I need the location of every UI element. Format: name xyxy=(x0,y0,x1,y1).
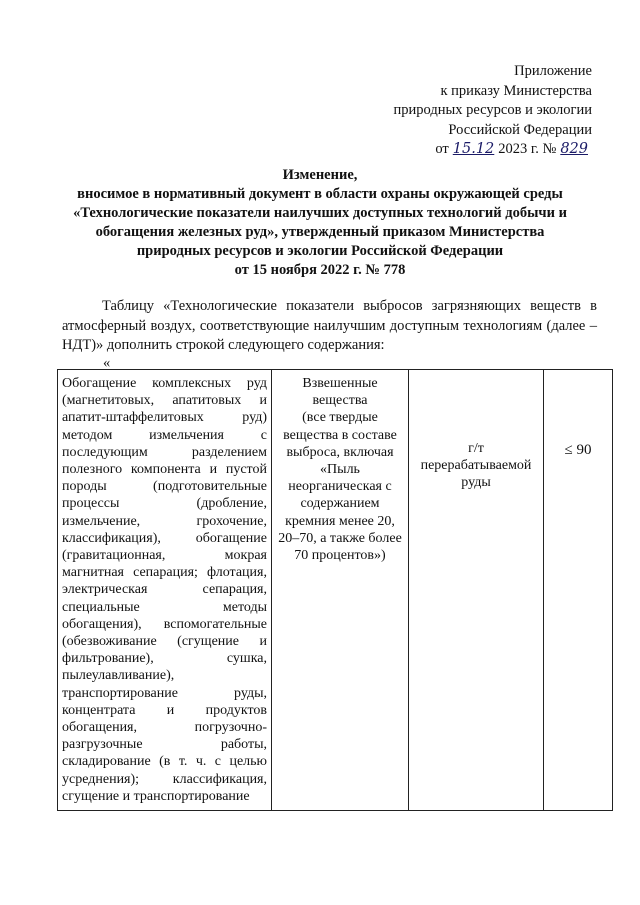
title-line: «Технологические показатели наилучших доступных технологий добычи и xyxy=(73,205,567,221)
title-line: вносимое в нормативный документ в области охраны окружающей среды xyxy=(77,186,563,202)
substance-name: Взвешенные вещества xyxy=(302,376,378,409)
handwritten-date: 15.12 xyxy=(452,141,495,157)
value-cell: ≤ 90 xyxy=(544,370,613,811)
handwritten-number: 829 xyxy=(560,141,588,157)
unit-cell: г/т перерабатываемой руды xyxy=(409,370,544,811)
appendix-line: Российской Федерации xyxy=(448,121,592,138)
title-line: природных ресурсов и экологии Российской Федерации xyxy=(136,243,504,259)
process-cell: Обогащение комплексных руд (магнетитовых, апатитовых и апатит-штаффелитовых руд) методом измельчения с последующим разделением полезного компонента и пустой породы (подготовительные процессы (дробление, измельчение, грохочение, классификация), обогащение (гравитационная, мокрая магнитная сепарация; флотация, электрическая сепарация, специальные методы обогащения), вспомогательные (обезвоживание (сгущение и фильтрование), сушка, пылеулавливание), транспортирование руды, концентрата и продуктов обогащения, погрузочно-разгрузочные работы, складирование (в т. ч. с целью усреднения); классификация, сгущение и транспортирование xyxy=(58,370,272,811)
indicators-table xyxy=(57,369,613,811)
appendix-line: Приложение xyxy=(514,63,592,79)
substance-cell xyxy=(272,370,409,811)
order-date-line xyxy=(394,140,592,160)
title-line: обогащения железных руд», утвержденный приказом Министерства xyxy=(95,224,545,240)
substance-detail: (все твердые вещества в составе выброса, включая «Пыль неорганическая с содержанием кремния менее 20, 20–70, а также более 70 процентов») xyxy=(278,410,402,564)
intro-paragraph: Таблицу «Технологические показатели выбросов загрязняющих веществ в атмосферный воздух, соответствующие наилучшим доступным технологиям (далее – НДТ)» дополнить строкой следующего содержания: xyxy=(62,298,597,353)
title-line: Изменение, xyxy=(282,167,358,183)
appendix-line: к приказу Министерства xyxy=(440,82,592,99)
opening-quote-mark: « xyxy=(103,355,111,371)
date-prefix: от xyxy=(435,141,449,157)
appendix-line: природных ресурсов и экологии xyxy=(393,102,592,118)
table-row xyxy=(58,370,613,811)
date-suffix: 2023 г. № xyxy=(498,141,557,157)
document-title xyxy=(60,166,580,280)
title-line: от 15 ноября 2022 г. № 778 xyxy=(234,262,406,278)
appendix-header xyxy=(394,62,592,160)
